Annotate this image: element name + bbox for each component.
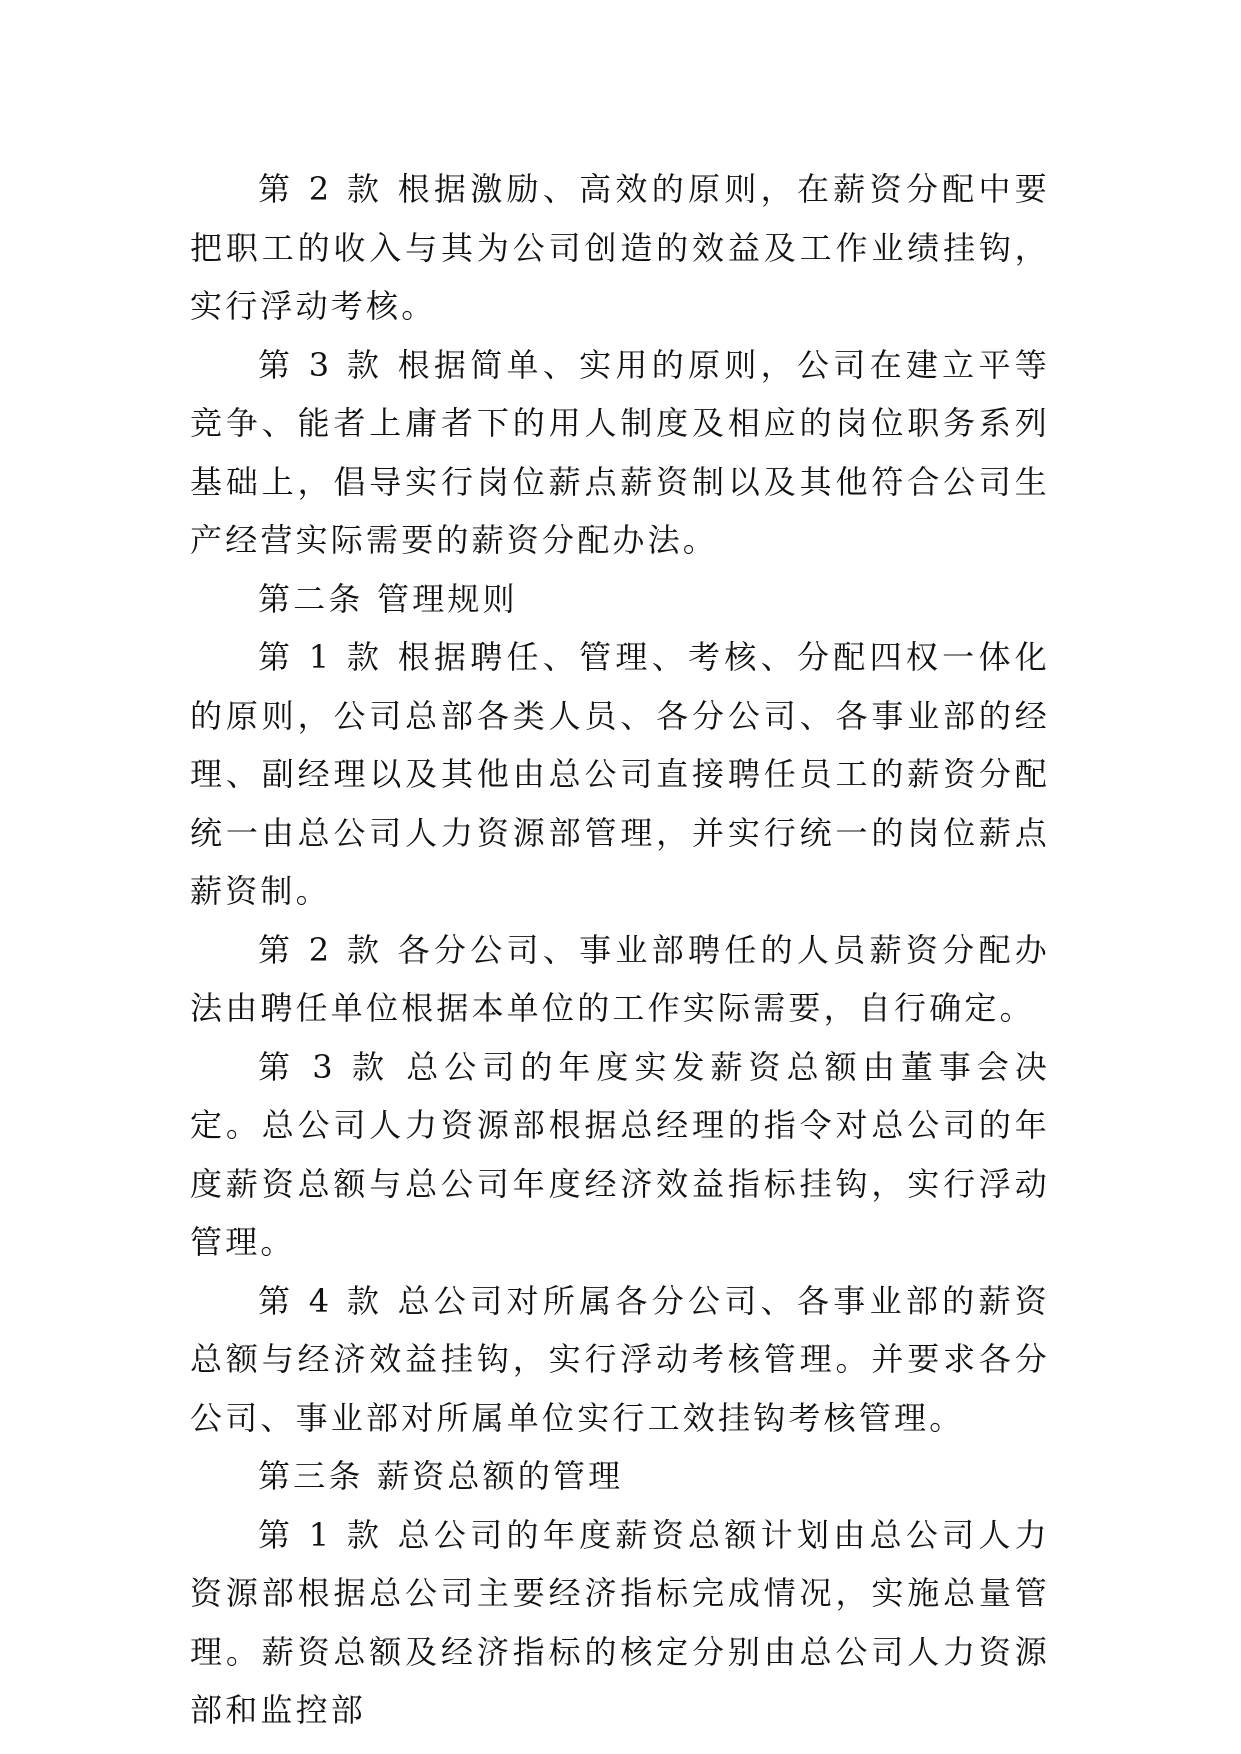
article-heading-salary-total-management: 第三条 薪资总额的管理 — [258, 1457, 624, 1495]
paragraph-clause-3-simple-practical: 第 3 款 根据简单、实用的原则，公司在建立平等竞争、能者上庸者下的用人制度及相应的岗位职务系列基础上，倡导实行岗位薪点薪资制以及其他符合公司生产经营实际需要的薪资分配办法。 — [190, 345, 1050, 559]
paragraph-clause-2-branch-salary: 第 2 款 各分公司、事业部聘任的人员薪资分配办法由聘任单位根据本单位的工作实际需要，自行确定。 — [190, 930, 1050, 1027]
paragraph-clause-4-floating-assessment: 第 4 款 总公司对所属各分公司、各事业部的薪资总额与经济效益挂钩，实行浮动考核管理。并要求各分公司、事业部对所属单位实行工效挂钩考核管理。 — [190, 1281, 1050, 1437]
paragraph-clause-2-incentive: 第 2 款 根据激励、高效的原则，在薪资分配中要把职工的收入与其为公司创造的效益及工作业绩挂钩，实行浮动考核。 — [190, 170, 1050, 325]
document-body — [190, 160, 1050, 1740]
paragraph-clause-1-appointment: 第 1 款 根据聘任、管理、考核、分配四权一体化的原则，公司总部各类人员、各分公司、各事业部的经理、副经理以及其他由总公司直接聘任员工的薪资分配统一由总公司人力资源部管理，并实行统一的岗位薪点薪资制。 — [190, 638, 1050, 910]
paragraph-clause-3-annual-total: 第 3 款 总公司的年度实发薪资总额由董事会决定。总公司人力资源部根据总经理的指令对总公司的年度薪资总额与总公司年度经济效益指标挂钩，实行浮动管理。 — [190, 1047, 1050, 1261]
paragraph-clause-1-annual-plan: 第 1 款 总公司的年度薪资总额计划由总公司人力资源部根据总公司主要经济指标完成情况，实施总量管理。薪资总额及经济指标的核定分别由总公司人力资源部和监控部 — [190, 1515, 1050, 1729]
article-heading-management-rules: 第二条 管理规则 — [258, 579, 518, 618]
